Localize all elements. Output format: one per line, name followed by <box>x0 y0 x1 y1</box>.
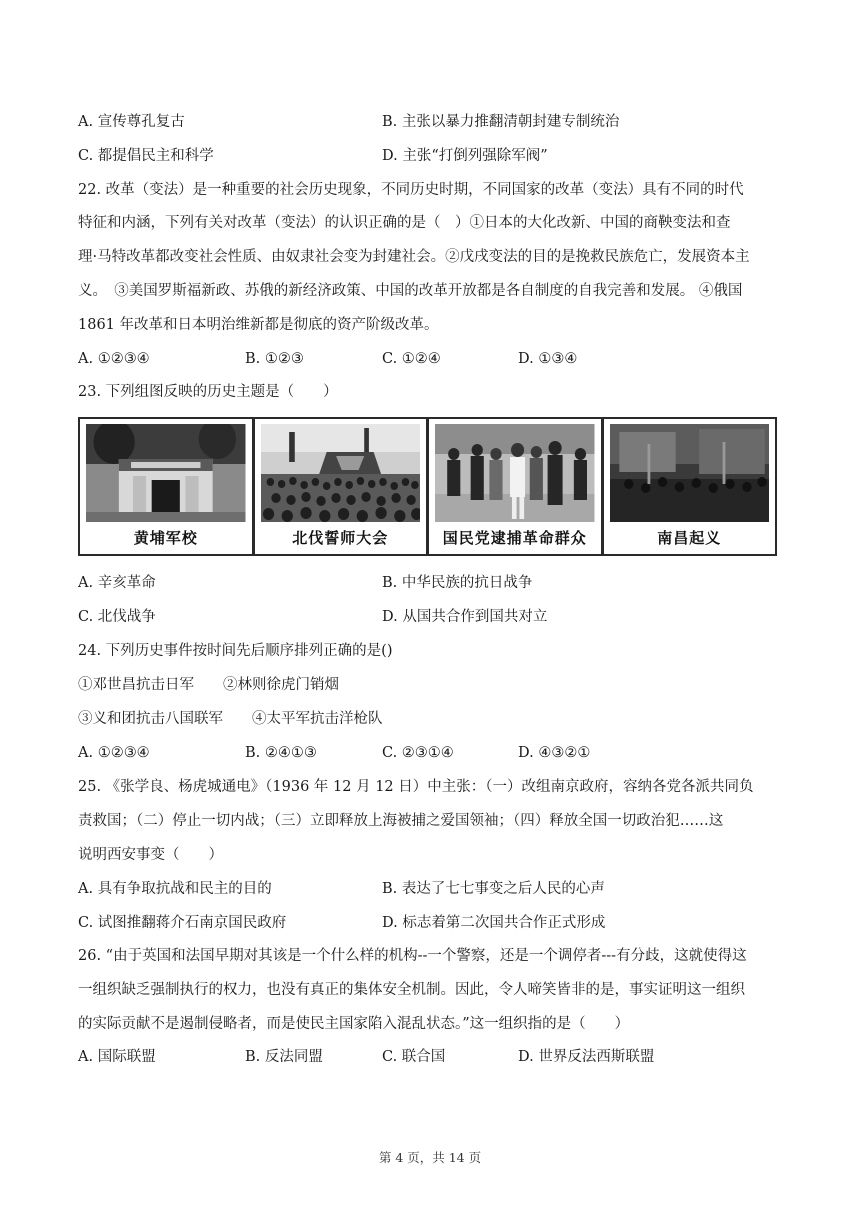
q23-option-a: A. 辛亥革命 <box>78 575 156 591</box>
page-number-footer: 第 4 页，共 14 页 <box>378 1150 482 1165</box>
arrest-photo <box>435 424 595 522</box>
q23-option-d: D. 从国共合作到国共对立 <box>382 609 548 625</box>
caption-arrest: 国民党逮捕革命群众 <box>442 529 587 547</box>
q24-events-line-1: ①邓世昌抗击日军 ②林则徐虎门销烟 <box>78 677 339 693</box>
nanchang-uprising-photo <box>610 424 770 522</box>
photo-panel-huangpu <box>80 419 255 554</box>
beifa-rally-photo <box>261 424 421 522</box>
q21-option-d: D. 主张“打倒列强除军阀” <box>382 148 548 164</box>
q22-line-4: 义。 ③美国罗斯福新政、苏俄的新经济政策、中国的改革开放都是各自制度的自我完善和发展。 ④俄国 <box>78 283 743 299</box>
q22-line-3: 理·马特改革都改变社会性质、由奴隶社会变为封建社会。②戊戌变法的目的是挽救民族危亡，发展资本主 <box>78 249 750 265</box>
q25-line-3: 说明西安事变（ ） <box>78 847 223 863</box>
huangpu-gate-photo <box>86 424 246 522</box>
q23-option-b: B. 中华民族的抗日战争 <box>382 575 533 591</box>
q25-option-c: C. 试图推翻蒋介石南京国民政府 <box>78 915 287 931</box>
q21-option-b: B. 主张以暴力推翻清朝封建专制统治 <box>382 114 620 130</box>
q25-option-b: B. 表达了七七事变之后人民的心声 <box>382 881 605 897</box>
q21-option-a: A. 宣传尊孔复古 <box>78 114 185 130</box>
q21-option-c: C. 都提倡民主和科学 <box>78 148 214 164</box>
q24-option-b: B. ②④①③ <box>245 745 317 761</box>
q22-option-a: A. ①②③④ <box>78 351 150 367</box>
q25-line-1: 25. 《张学良、杨虎城通电》（1936 年 12 月 12 日）中主张：（一）改组南京政府，容纳各党各派共同负 <box>78 779 754 795</box>
photo-panel-arrest <box>429 419 604 554</box>
q23-option-c: C. 北伐战争 <box>78 609 156 625</box>
q26-option-a: A. 国际联盟 <box>78 1049 156 1065</box>
q24-option-c: C. ②③①④ <box>382 745 454 761</box>
caption-huangpu: 黄埔军校 <box>133 529 198 547</box>
q22-line-5: 1861 年改革和日本明治维新都是彻底的资产阶级改革。 <box>78 317 439 333</box>
q26-line-1: 26. “由于英国和法国早期对其该是一个什么样的机构--一个警察，还是一个调停者---有分歧，这就使得这 <box>78 948 747 964</box>
q23-image-strip <box>78 417 777 556</box>
q26-line-3: 的实际贡献不是遏制侵略者，而是使民主国家陷入混乱状态。”这一组织指的是（ ） <box>78 1016 630 1032</box>
q22-line-2: 特征和内涵，下列有关对改革（变法）的认识正确的是（ ）①日本的大化改新、中国的商鞅变法和查 <box>78 215 731 231</box>
q22-line-1: 22. 改革（变法）是一种重要的社会历史现象，不同历史时期，不同国家的改革（变法）具有不同的时代 <box>78 182 744 198</box>
q22-option-d: D. ①③④ <box>518 351 578 367</box>
q26-option-d: D. 世界反法西斯联盟 <box>518 1049 655 1065</box>
q22-option-b: B. ①②③ <box>245 351 304 367</box>
q26-option-b: B. 反法同盟 <box>245 1049 323 1065</box>
q24-option-d: D. ④③②① <box>518 745 591 761</box>
q25-option-a: A. 具有争取抗战和民主的目的 <box>78 881 272 897</box>
q24-events-line-2: ③义和团抗击八国联军 ④太平军抗击洋枪队 <box>78 711 383 727</box>
q26-line-2: 一组织缺乏强制执行的权力，也没有真正的集体安全机制。因此，令人啼笑皆非的是，事实证明这一组织 <box>78 982 745 998</box>
photo-panel-nanchang <box>604 419 776 554</box>
photo-panel-beifa <box>255 419 430 554</box>
q25-line-2: 责救国；（二）停止一切内战；（三）立即释放上海被捕之爱国领袖；（四）释放全国一切政治犯……这 <box>78 813 724 829</box>
caption-beifa: 北伐誓师大会 <box>292 529 389 547</box>
q26-option-c: C. 联合国 <box>382 1049 446 1065</box>
caption-nanchang: 南昌起义 <box>657 529 722 547</box>
q24-option-a: A. ①②③④ <box>78 745 150 761</box>
q24-stem: 24. 下列历史事件按时间先后顺序排列正确的是() <box>78 643 393 659</box>
q22-option-c: C. ①②④ <box>382 351 441 367</box>
q23-stem: 23. 下列组图反映的历史主题是（ ） <box>78 384 338 400</box>
q25-option-d: D. 标志着第二次国共合作正式形成 <box>382 915 606 931</box>
